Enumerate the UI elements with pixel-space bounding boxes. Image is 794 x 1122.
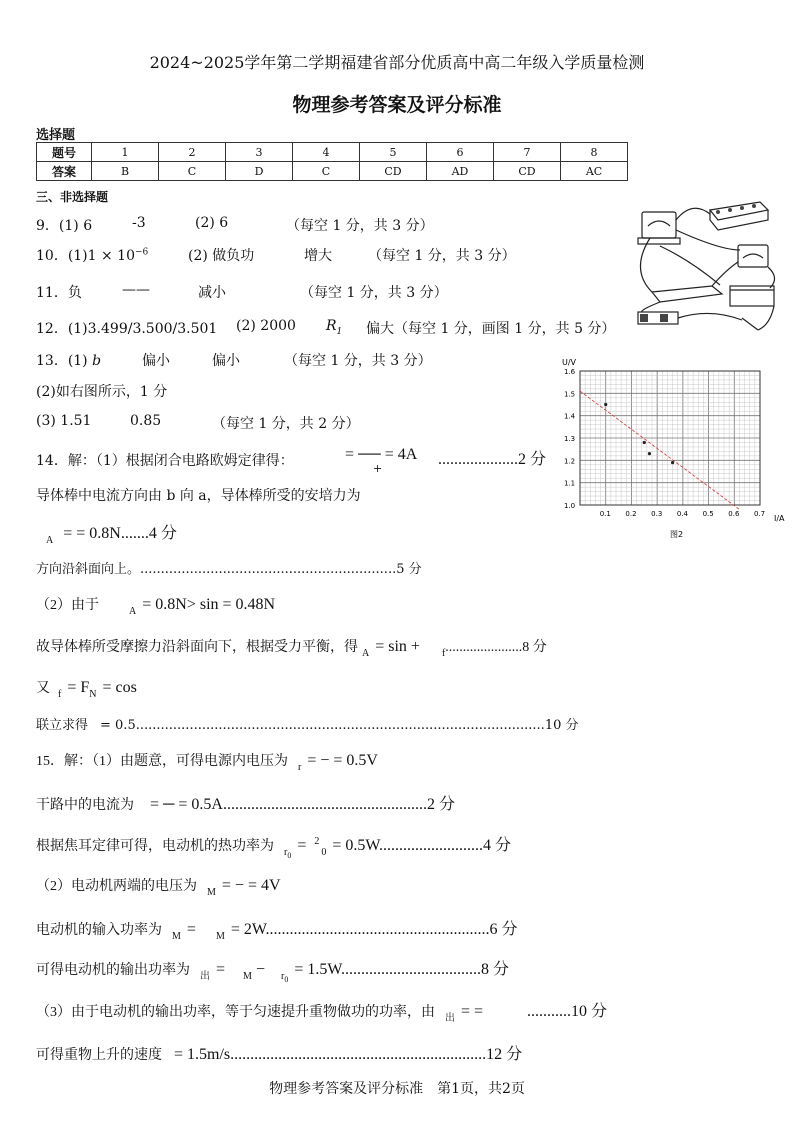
ui-graph [560,355,790,543]
q14-line4: 方向沿斜面向上。..............................................................5 分 [36,562,422,577]
q14-line6-math: = sin + [375,638,420,655]
q14-line1-dots: ....................2 分 [438,451,547,468]
q13-ans1: 偏小 [142,353,170,369]
y-tick-label: 1.0 [564,502,576,510]
choice-section-heading: 选择题 [36,128,76,143]
q13-part2: (2)如右图所示，1 分 [36,384,168,400]
q11-part1: 11．负 [36,285,82,301]
table-row-numbers [37,143,628,162]
document-subtitle: 物理参考答案及评分标准 [292,94,502,116]
graph-y-ticks [564,368,576,510]
q15-line4-sub: M [207,887,216,898]
q14-line6-text: 故导体棒所受摩擦力沿斜面向下，根据受力平衡，得 [36,640,358,655]
q15-line6-sub: 出 [200,971,210,982]
q9-part2: (2) 6 [195,215,229,231]
q15-line4 [36,875,281,898]
q13-part1 [36,350,101,370]
q15-line7-sub: 出 [445,1013,455,1024]
q14-line1-text: 14．解：（1）根据闭合电路欧姆定律得： [36,453,294,469]
x-tick-label: 0.5 [702,510,714,518]
data-point [604,403,607,406]
q15-line6-math2: − [255,961,265,978]
table-cell: 5 [360,143,427,162]
q15-line7-text: （3）由于电动机的输出功率，等于匀速提升重物做功的功率，由 [36,1005,435,1020]
q15-line6-math3: = 1.5W [294,961,341,978]
q14-line6-sub2: f [441,648,446,659]
q15-line1-text: 15．解：（1）由题意，可得电源内电压为 [36,754,288,769]
q15-line8-dots: ................................................................12 分 [230,1046,523,1063]
q14-line1-math: = ── = 4A [345,446,418,463]
q15-line3 [36,832,512,860]
q13-part3-score: （每空 1 分，共 2 分） [212,416,360,432]
q15-line7 [36,998,608,1024]
x-tick-label: 0.3 [651,510,663,518]
q14-line5-text: （2）由于 [36,598,99,613]
q14-line7 [36,677,137,700]
q15-line3-math2: = 0.5W [332,837,380,854]
q15-line4-math: = − = 4V [221,877,281,894]
q14-line7-math: = F [67,679,90,696]
q15-line7-math: = = [461,1003,484,1020]
q13-var: b [92,353,102,369]
q15-line4-text: （2）电动机两端的电压为 [36,879,197,894]
q14-line5 [36,594,276,617]
q14-line7-sub2: N [89,689,97,700]
q14-line5-sub: A [129,606,137,617]
q15-line3-text: 根据焦耳定律可得，电动机的热功率为 [36,839,274,854]
q15-line5-text: 电动机的输入功率为 [36,923,162,938]
q15-line2 [36,791,455,814]
q14-sub: A [46,535,54,546]
q13-score: （每空 1 分，共 3 分） [284,353,432,369]
rheostat-icon [730,286,774,306]
q14-line7-sub: f [58,689,62,700]
q10-part2: (2) 做负功 [188,248,255,264]
x-tick-label: 0.4 [676,510,688,518]
q9-part1b: -3 [132,215,146,231]
table-cell: 6 [427,143,494,162]
q15-line3-sub3: 0 [321,847,327,858]
nonchoice-section-heading: 三、非选择题 [36,190,109,204]
q15-line3-math: = [297,837,307,854]
q15-line1-sub: r [298,762,302,773]
document-title: 2024~2025学年第二学期福建省部分优质高中高二年级入学质量检测 [149,53,645,72]
q15-line8-math: = 1.5m/s [174,1046,231,1063]
y-tick-label: 1.5 [564,390,576,399]
q15-line8-text: 可得重物上升的速度 [36,1048,162,1063]
q15-line5-dots: ........................................................6 分 [265,921,518,938]
q10-value: 10．(1)1 × 10 [36,248,135,264]
y-tick-label: 1.4 [564,412,576,421]
table-cell: D [226,162,293,181]
q12-part1: 12．(1)3.499/3.500/3.501 [36,321,218,337]
q14-line6-dots: ......................8 分 [445,640,547,655]
q14-line3 [46,520,177,546]
q11-score: （每空 1 分，共 3 分） [300,285,448,301]
table-cell: 1 [92,143,159,162]
q12-resistor-symbol: R [326,318,337,334]
ammeter-base [638,238,680,244]
ammeter-icon [642,212,676,238]
table-header-num: 题号 [37,143,92,162]
switch-icon [742,318,758,330]
q15-line3-sup: 2 [314,835,320,847]
q13-ans2: 偏小 [212,353,240,369]
q15-line3-dots: ..........................4 分 [379,837,512,854]
q14-line5-math: = 0.8N> sin = 0.48N [142,596,276,613]
graph-x-ticks [600,510,765,518]
y-tick-label: 1.2 [564,457,576,466]
q15-line5-sub2: M [215,931,225,942]
q15-line7-dots: ...........10 分 [527,1003,608,1020]
table-row-answers [37,162,628,181]
graph-x-label: I/A [774,514,785,523]
y-tick-label: 1.6 [564,368,576,376]
q15-line6-dots: ...................................8 分 [340,961,509,978]
q15-line5-math: = [186,921,196,938]
q14-line3-dots: .......4 分 [120,525,177,542]
q15-line2-math: = ─ = 0.5A [150,796,223,813]
answer-table [36,142,628,181]
page-footer: 物理参考答案及评分标准 第1页，共2页 [269,1081,525,1097]
table-cell: CD [494,162,561,181]
q14-line8-math: = 0.5 [100,718,136,733]
q11-part2: 减小 [198,285,226,301]
q14-line7-text: 又 [36,681,50,696]
q14-line8-text: 联立求得 [36,718,89,733]
table-cell: CD [360,162,427,181]
q15-line6 [36,956,509,984]
voltmeter-icon [738,245,768,267]
ammeter-dial [648,221,670,226]
q12-score: 偏大（每空 1 分，画图 1 分，共 5 分） [366,321,616,337]
table-cell: 4 [293,143,360,162]
q14-line2: 导体棒中电流方向由 b 向 a，导体棒所受的安培力为 [36,488,361,504]
y-tick-label: 1.3 [564,435,576,443]
graph-caption: 图2 [670,530,684,539]
x-tick-label: 0.6 [728,510,740,518]
table-cell: 8 [561,143,628,162]
metal-plate-icon [652,286,722,302]
q14-line8 [36,714,579,733]
circuit-diagram-illustration [630,190,780,340]
data-point [643,441,646,444]
x-tick-label: 0.2 [625,510,637,518]
q14-line8-dots: ...................................................................................................10 分 [135,718,579,733]
q10-part1 [36,245,148,265]
table-cell: C [293,162,360,181]
x-tick-label: 0.7 [754,510,766,518]
table-cell: AD [427,162,494,181]
q15-line8 [36,1041,522,1064]
graph-grid [580,371,760,505]
q13-part3b: 0.85 [130,413,162,429]
q12-part2: (2) 2000 [236,318,296,334]
q12-resistor-sub: 1 [336,326,343,337]
data-point [648,452,651,455]
q15-line1 [36,750,378,773]
x-tick-label: 0.1 [599,510,611,518]
q15-line6-text: 可得电动机的输出功率为 [36,963,190,978]
q14-line6-sub: A [362,648,370,659]
table-cell: B [92,162,159,181]
q10-exponent: −6 [135,247,149,258]
q11-dash: —— [122,282,150,298]
table-cell: 2 [159,143,226,162]
q15-line1-math: = − = 0.5V [307,752,378,769]
q15-line5-math2: = 2W [230,921,266,938]
q14-line3-math: = = 0.8N [63,525,121,542]
q15-line6-sub2: M [243,971,252,982]
data-point [671,461,674,464]
table-cell: 7 [494,143,561,162]
q15-line2-dots: ...................................................2 分 [222,796,455,813]
y-tick-label: 1.1 [564,479,576,488]
q14-line7-math2: = cos [102,679,137,696]
table-cell: 3 [226,143,293,162]
q15-line6-sub3: r [280,971,285,982]
q12-resistor [326,318,342,337]
q15-line5-sub: M [172,931,181,942]
q15-line3-sub: r [284,847,288,858]
table-cell: AC [561,162,628,181]
q13-part3a: (3) 1.51 [36,413,92,429]
graph-y-label: U/V [562,358,577,367]
q9-score: （每空 1 分，共 3 分） [286,218,434,234]
voltmeter-dial [743,254,763,258]
table-header-ans: 答案 [37,162,92,181]
q13-label: 13．(1) [36,353,88,369]
q15-line6-math: = [216,961,226,978]
q9-part1: 9．(1) 6 [36,218,93,234]
q10-score: （每空 1 分，共 3 分） [368,248,516,264]
q10-part3: 增大 [304,248,332,264]
q15-line3-sub0: 0 [287,851,292,860]
q14-line6 [36,636,547,659]
q15-line5 [36,916,518,942]
q14-line1-plus: + [373,462,383,475]
table-cell: C [159,162,226,181]
q15-line2-text: 干路中的电流为 [36,798,134,813]
q15-line6-sub4: 0 [284,975,289,984]
